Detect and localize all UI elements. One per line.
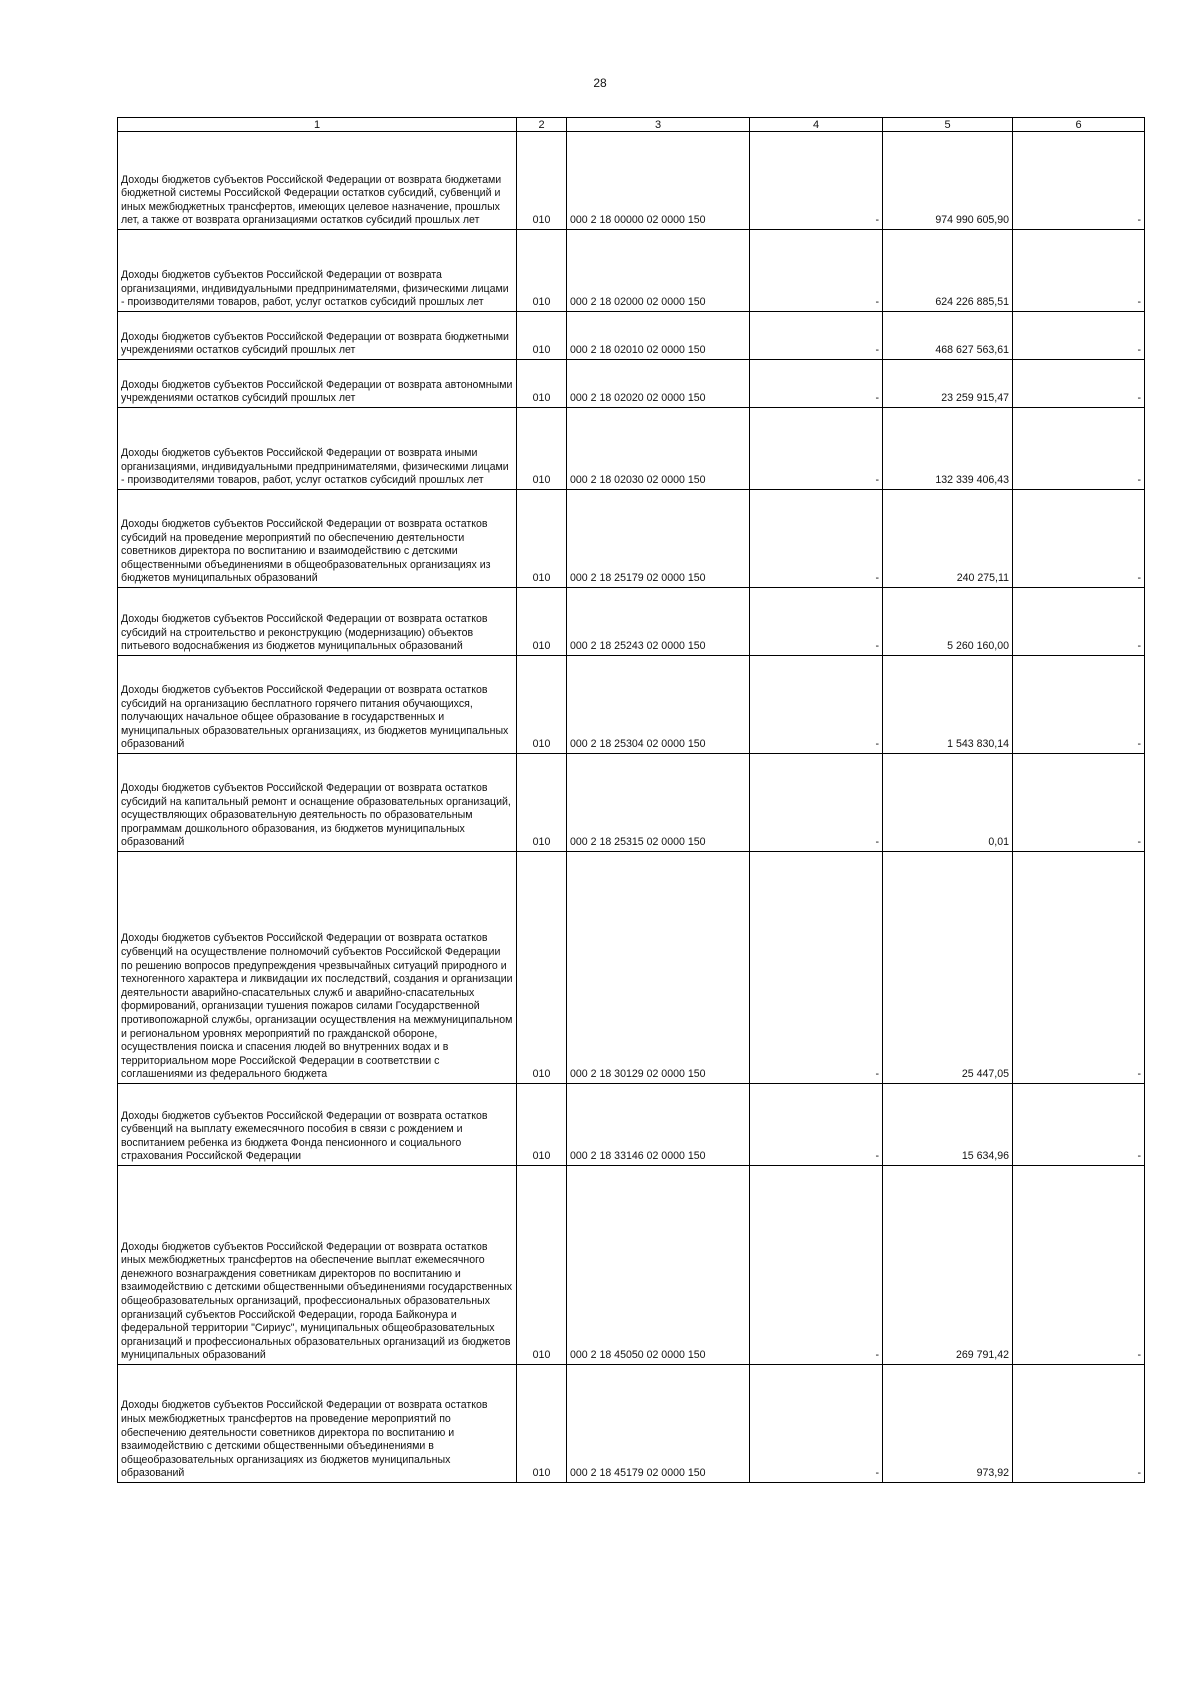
row-line-code: 010 <box>517 754 567 852</box>
row-col4-value: - <box>750 490 883 588</box>
table-row <box>118 1166 1145 1365</box>
row-amount: 973,92 <box>883 1365 1013 1483</box>
row-line-code: 010 <box>517 408 567 490</box>
row-description: Доходы бюджетов субъектов Российской Федерации от возврата остатков иных межбюджетных трансфертов на проведение мероприятий по обеспечению деятельности советников директора по воспитанию и взаимодействию с детскими общественными объединениями в общеобразовательных организациях из бюджетов муниципальных образований <box>118 1365 517 1483</box>
row-description: Доходы бюджетов субъектов Российской Федерации от возврата организациями, индивидуальными предпринимателями, физическими лицами - производителями товаров, работ, услуг остатков субсидий прошлых лет <box>118 230 517 312</box>
row-budget-code: 000 2 18 02030 02 0000 150 <box>567 408 750 490</box>
table-body <box>118 132 1145 1483</box>
row-amount: 269 791,42 <box>883 1166 1013 1365</box>
table-row <box>118 132 1145 230</box>
row-description: Доходы бюджетов субъектов Российской Федерации от возврата бюджетами бюджетной системы Российской Федерации остатков субсидий, субвенций и иных межбюджетных трансфертов, имеющих целевое назначение, прошлых лет, а также от возврата организациями остатков субсидий прошлых лет <box>118 132 517 230</box>
row-amount: 468 627 563,61 <box>883 312 1013 360</box>
column-header-2: 2 <box>517 118 567 132</box>
row-col4-value: - <box>750 852 883 1084</box>
row-col4-value: - <box>750 1365 883 1483</box>
row-line-code: 010 <box>517 360 567 408</box>
table-row <box>118 1084 1145 1166</box>
row-line-code: 010 <box>517 1365 567 1483</box>
row-line-code: 010 <box>517 588 567 656</box>
table-header-row <box>118 118 1145 132</box>
column-header-1: 1 <box>118 118 517 132</box>
row-line-code: 010 <box>517 132 567 230</box>
row-description: Доходы бюджетов субъектов Российской Федерации от возврата остатков субсидий на проведение мероприятий по обеспечению деятельности советников директора по воспитанию и взаимодействию с детскими общественными объединениями в общеобразовательных организациях из бюджетов муниципальных образований <box>118 490 517 588</box>
row-description: Доходы бюджетов субъектов Российской Федерации от возврата остатков субвенций на выплату ежемесячного пособия в связи с рождением и воспитанием ребенка из бюджета Фонда пенсионного и социального страхования Российской Федерации <box>118 1084 517 1166</box>
row-col6-value: - <box>1013 852 1145 1084</box>
row-budget-code: 000 2 18 25304 02 0000 150 <box>567 656 750 754</box>
table-row <box>118 312 1145 360</box>
table-row <box>118 588 1145 656</box>
row-line-code: 010 <box>517 312 567 360</box>
row-description: Доходы бюджетов субъектов Российской Федерации от возврата автономными учреждениями остатков субсидий прошлых лет <box>118 360 517 408</box>
row-col4-value: - <box>750 408 883 490</box>
row-description: Доходы бюджетов субъектов Российской Федерации от возврата бюджетными учреждениями остатков субсидий прошлых лет <box>118 312 517 360</box>
row-line-code: 010 <box>517 490 567 588</box>
row-col4-value: - <box>750 360 883 408</box>
row-col6-value: - <box>1013 490 1145 588</box>
row-col4-value: - <box>750 230 883 312</box>
table-row <box>118 360 1145 408</box>
row-col6-value: - <box>1013 754 1145 852</box>
row-col6-value: - <box>1013 1084 1145 1166</box>
row-amount: 624 226 885,51 <box>883 230 1013 312</box>
row-budget-code: 000 2 18 25179 02 0000 150 <box>567 490 750 588</box>
table-row <box>118 754 1145 852</box>
table-row <box>118 1365 1145 1483</box>
row-budget-code: 000 2 18 02020 02 0000 150 <box>567 360 750 408</box>
row-line-code: 010 <box>517 852 567 1084</box>
column-header-4: 4 <box>750 118 883 132</box>
row-col4-value: - <box>750 656 883 754</box>
row-budget-code: 000 2 18 30129 02 0000 150 <box>567 852 750 1084</box>
table-row <box>118 656 1145 754</box>
row-col4-value: - <box>750 132 883 230</box>
row-budget-code: 000 2 18 02000 02 0000 150 <box>567 230 750 312</box>
row-amount: 15 634,96 <box>883 1084 1013 1166</box>
row-col4-value: - <box>750 312 883 360</box>
row-description: Доходы бюджетов субъектов Российской Федерации от возврата остатков субсидий на строительство и реконструкцию (модернизацию) объектов питьевого водоснабжения из бюджетов муниципальных образований <box>118 588 517 656</box>
row-amount: 23 259 915,47 <box>883 360 1013 408</box>
column-header-6: 6 <box>1013 118 1145 132</box>
row-col4-value: - <box>750 588 883 656</box>
column-header-3: 3 <box>567 118 750 132</box>
page-number: 28 <box>593 76 607 90</box>
row-col6-value: - <box>1013 588 1145 656</box>
row-description: Доходы бюджетов субъектов Российской Федерации от возврата иными организациями, индивидуальными предпринимателями, физическими лицами - производителями товаров, работ, услуг остатков субсидий прошлых лет <box>118 408 517 490</box>
row-line-code: 010 <box>517 656 567 754</box>
row-description: Доходы бюджетов субъектов Российской Федерации от возврата остатков субсидий на организацию бесплатного горячего питания обучающихся, получающих начальное общее образование в государственных и муниципальных образовательных организациях, из бюджетов муниципальных образований <box>118 656 517 754</box>
row-budget-code: 000 2 18 45179 02 0000 150 <box>567 1365 750 1483</box>
row-description: Доходы бюджетов субъектов Российской Федерации от возврата остатков субвенций на осуществление полномочий субъектов Российской Федерации по решению вопросов предупреждения чрезвычайных ситуаций природного и техногенного характера и ликвидации их последствий, создания и организации деятельности аварийно-спасательных служб и аварийно-спасательных формирований, организации тушения пожаров силами Государственной противопожарной службы, организации осуществления на межмуниципальном и региональном уровнях мероприятий по гражданской обороне, осуществления поиска и спасения людей во внутренних водах и в территориальном море Российской Федерации в соответствии с соглашениями из федерального бюджета <box>118 852 517 1084</box>
row-budget-code: 000 2 18 25315 02 0000 150 <box>567 754 750 852</box>
row-col6-value: - <box>1013 408 1145 490</box>
table-row <box>118 230 1145 312</box>
table-row <box>118 408 1145 490</box>
row-col6-value: - <box>1013 312 1145 360</box>
income-table <box>117 117 1145 1483</box>
row-line-code: 010 <box>517 1084 567 1166</box>
row-amount: 132 339 406,43 <box>883 408 1013 490</box>
row-col4-value: - <box>750 754 883 852</box>
row-budget-code: 000 2 18 25243 02 0000 150 <box>567 588 750 656</box>
row-amount: 5 260 160,00 <box>883 588 1013 656</box>
row-col6-value: - <box>1013 230 1145 312</box>
row-col4-value: - <box>750 1166 883 1365</box>
column-header-5: 5 <box>883 118 1013 132</box>
row-budget-code: 000 2 18 45050 02 0000 150 <box>567 1166 750 1365</box>
row-description: Доходы бюджетов субъектов Российской Федерации от возврата остатков субсидий на капитальный ремонт и оснащение образовательных организаций, осуществляющих образовательную деятельность по образовательным программам дошкольного образования, из бюджетов муниципальных образований <box>118 754 517 852</box>
row-amount: 974 990 605,90 <box>883 132 1013 230</box>
row-amount: 240 275,11 <box>883 490 1013 588</box>
row-budget-code: 000 2 18 33146 02 0000 150 <box>567 1084 750 1166</box>
row-amount: 0,01 <box>883 754 1013 852</box>
row-col6-value: - <box>1013 360 1145 408</box>
table-row <box>118 490 1145 588</box>
table-row <box>118 852 1145 1084</box>
row-line-code: 010 <box>517 230 567 312</box>
row-col6-value: - <box>1013 132 1145 230</box>
row-col6-value: - <box>1013 1365 1145 1483</box>
row-budget-code: 000 2 18 02010 02 0000 150 <box>567 312 750 360</box>
row-col6-value: - <box>1013 1166 1145 1365</box>
row-col6-value: - <box>1013 656 1145 754</box>
row-budget-code: 000 2 18 00000 02 0000 150 <box>567 132 750 230</box>
row-col4-value: - <box>750 1084 883 1166</box>
row-description: Доходы бюджетов субъектов Российской Федерации от возврата остатков иных межбюджетных трансфертов на обеспечение выплат ежемесячного денежного вознаграждения советникам директоров по воспитанию и взаимодействию с детскими общественными объединениями государственных общеобразовательных организаций, профессиональных образовательных организаций субъектов Российской Федерации, города Байконура и федеральной территории "Сириус", муниципальных общеобразовательных организаций и профессиональных образовательных организаций из бюджетов муниципальных образований <box>118 1166 517 1365</box>
row-amount: 25 447,05 <box>883 852 1013 1084</box>
row-line-code: 010 <box>517 1166 567 1365</box>
row-amount: 1 543 830,14 <box>883 656 1013 754</box>
